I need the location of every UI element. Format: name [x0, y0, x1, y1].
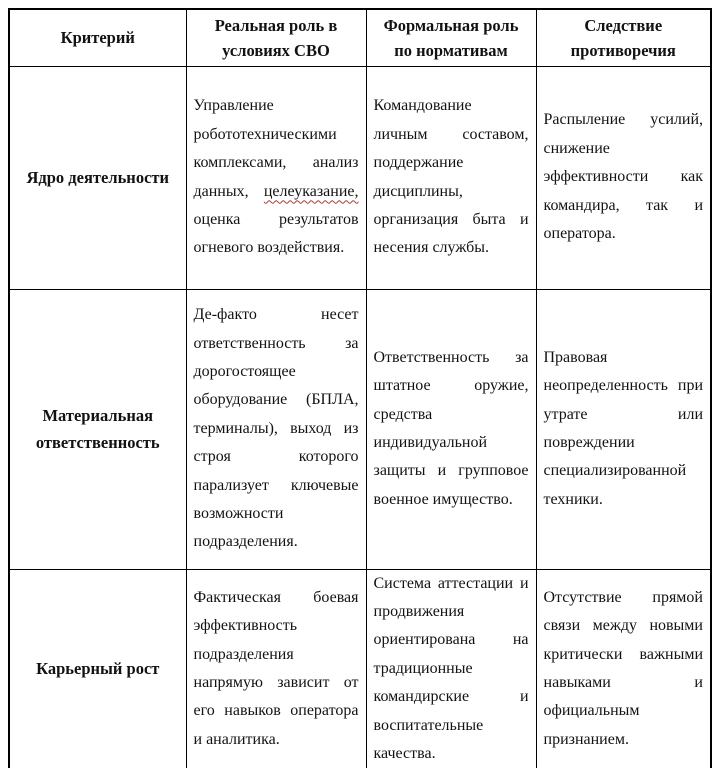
cell-consequence: Отсутствие прямой связи между новыми критически важными навыками и официальным признанием.: [536, 569, 711, 768]
cell-real-role: [186, 66, 366, 289]
cell-consequence: Правовая неопределенность при утрате или повреждении специализированной техники.: [536, 289, 711, 569]
cell-formal-role: Система аттестации и продвижения ориентирована на традиционные командирские и воспитательные качества.: [366, 569, 536, 768]
real-role-text-after: оценка результатов огневого воздействия.: [193, 210, 359, 257]
header-line: Формальная роль: [383, 15, 519, 35]
misspelled-word-spellcheck-underline: целеуказание,: [263, 182, 359, 200]
cell-criterion: Ядро деятельности: [9, 66, 186, 289]
header-real-role: [186, 9, 366, 66]
header-line: Критерий: [60, 28, 135, 48]
header-criterion: [9, 9, 186, 66]
table-row-career-growth: [9, 569, 711, 768]
header-line: по нормативам: [394, 40, 508, 60]
header-consequence: [536, 9, 711, 66]
cell-formal-role: Командование личным составом, поддержание дисциплины, организация быта и несения службы.: [366, 66, 536, 289]
header-line: Следствие: [584, 15, 663, 35]
header-formal-role: [366, 9, 536, 66]
header-line: условиях СВО: [222, 40, 330, 60]
header-line: Реальная роль в: [214, 15, 338, 35]
header-row: [9, 9, 711, 66]
cell-consequence: Распыление усилий, снижение эффективности как командира, так и оператора.: [536, 66, 711, 289]
cell-real-role: Фактическая боевая эффективность подразделения напрямую зависит от его навыков оператора и аналитика.: [186, 569, 366, 768]
cell-formal-role: Ответственность за штатное оружие, средства индивидуальной защиты и групповое военное имущество.: [366, 289, 536, 569]
cell-criterion: Карьерный рост: [9, 569, 186, 768]
comparison-table: [8, 8, 712, 768]
header-line: противоречия: [570, 40, 676, 60]
table-row-core-activity: [9, 66, 711, 289]
table-row-material-responsibility: [9, 289, 711, 569]
cell-criterion: Материальная ответственность: [9, 289, 186, 569]
real-role-text-before: Управление робототехническими комплексами, анализ данных,: [193, 97, 359, 200]
cell-real-role: Де-факто несет ответственность за дорогостоящее оборудование (БПЛА, терминалы), выход из строя которого парализует ключевые возможности подразделения.: [186, 289, 366, 569]
